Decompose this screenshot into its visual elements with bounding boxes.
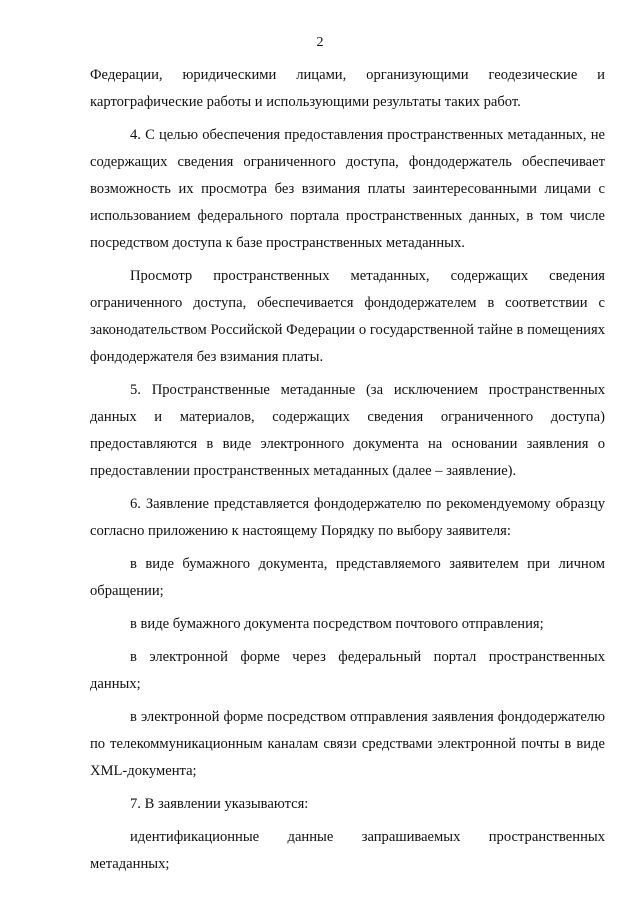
paragraph-item-7: 7. В заявлении указываются: [130,796,309,812]
paragraph-option-portal: в электронной форме через федеральный портал пространственных данных; [90,649,605,692]
paragraph-continuation: Федерации, юридическими лицами, организующими геодезические и картографические работы и использующими результаты таких работ. [90,67,605,110]
page-number: 2 [316,35,324,50]
paragraph-identification-data: идентификационные данные запрашиваемых пространственных метаданных; [90,829,605,872]
document-body [90,62,605,884]
paragraph-item-5: 5. Пространственные метаданные (за исключением пространственных данных и материалов, содержащих сведения ограниченного доступа) предоставляются в виде электронного документа на основании заявления о предоставлении пространственных метаданных (далее – заявление). [90,382,605,479]
paragraph-option-paper-mail: в виде бумажного документа посредством почтового отправления; [130,616,544,632]
paragraph-item-6: 6. Заявление представляется фондодержателю по рекомендуемому образцу согласно приложению к настоящему Порядку по выбору заявителя: [90,496,605,539]
paragraph-restricted-access: Просмотр пространственных метаданных, содержащих сведения ограниченного доступа, обеспечивается фондодержателем в соответствии с законодательством Российской Федерации о государственной тайне в помещениях фондодержателя без взимания платы. [90,268,605,365]
paragraph-option-paper-personal: в виде бумажного документа, представляемого заявителем при личном обращении; [90,556,605,599]
paragraph-item-4: 4. С целью обеспечения предоставления пространственных метаданных, не содержащих сведения ограниченного доступа, фондодержатель обеспечивает возможность их просмотра без взимания платы заинтересованными лицами с использованием федерального портала пространственных данных, в том числе посредством доступа к базе пространственных метаданных. [90,127,605,251]
paragraph-option-email: в электронной форме посредством отправления заявления фондодержателю по телекоммуникационным каналам связи средствами электронной почты в виде XML-документа; [90,709,605,779]
